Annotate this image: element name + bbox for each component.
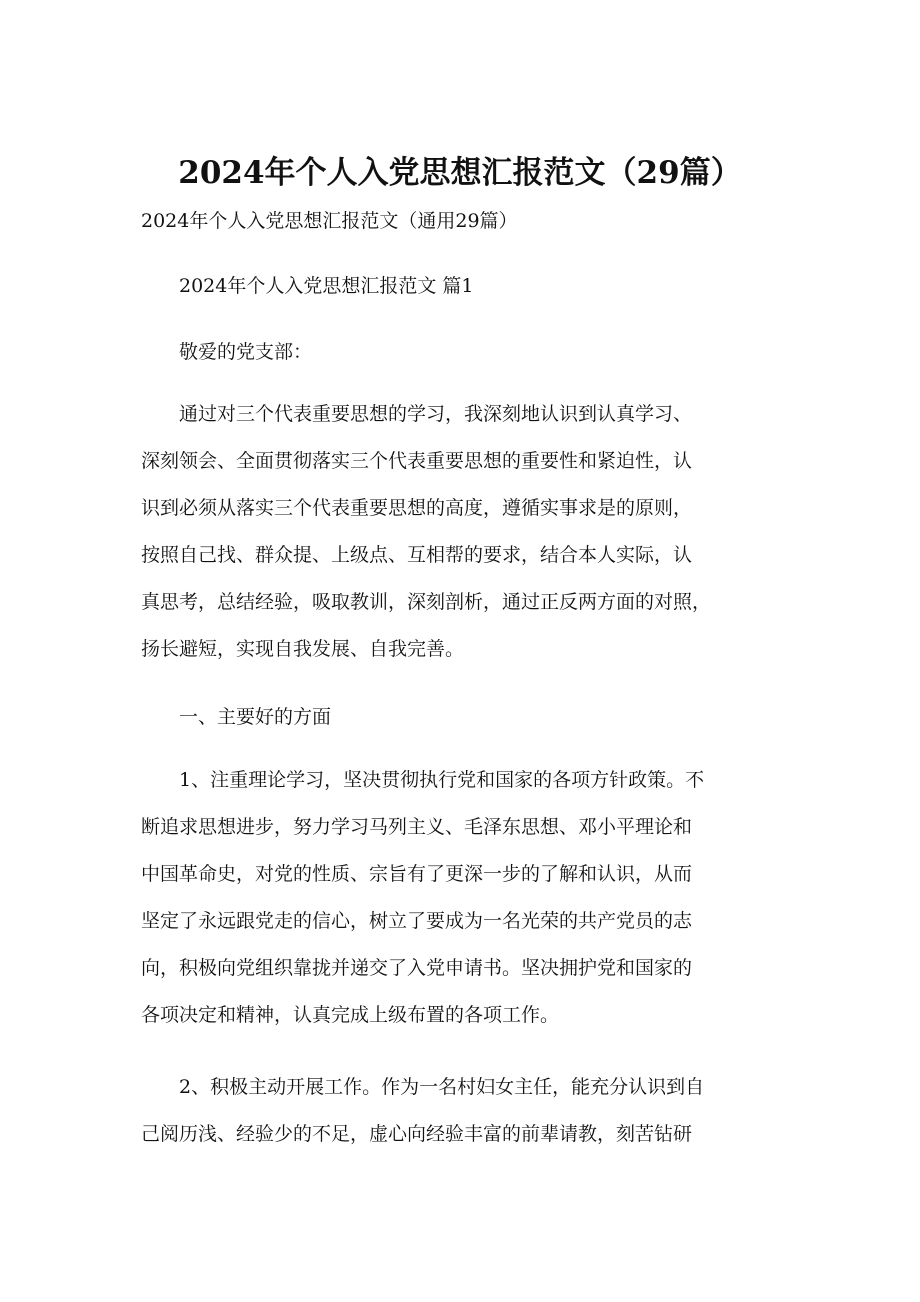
paragraph-line: 按照自己找、群众提、上级点、互相帮的要求，结合本人实际，认 bbox=[141, 544, 693, 566]
paragraph-line: 中国革命史，对党的性质、宗旨有了更深一步的了解和认识，从而 bbox=[141, 863, 693, 885]
paragraph-line: 己阅历浅、经验少的不足，虚心向经验丰富的前辈请教，刻苦钻研 bbox=[141, 1123, 693, 1145]
document-subtitle: 2024年个人入党思想汇报范文（通用29篇） bbox=[141, 210, 518, 232]
section-title: 2024年个人入党思想汇报范文 篇1 bbox=[179, 275, 474, 297]
paragraph-line: 扬长避短，实现自我发展、自我完善。 bbox=[141, 638, 465, 660]
paragraph-3 bbox=[141, 1064, 801, 1158]
paragraph-line: 识到必须从落实三个代表重要思想的高度，遵循实事求是的原则， bbox=[141, 497, 693, 519]
paragraph-2 bbox=[141, 757, 801, 1039]
paragraph-line: 1、注重理论学习，坚决贯彻执行党和国家的各项方针政策。不 bbox=[179, 769, 705, 791]
paragraph-line: 通过对三个代表重要思想的学习，我深刻地认识到认真学习、 bbox=[179, 403, 693, 425]
paragraph-line: 深刻领会、全面贯彻落实三个代表重要思想的重要性和紧迫性，认 bbox=[141, 450, 693, 472]
paragraph-line: 断追求思想进步，努力学习马列主义、毛泽东思想、邓小平理论和 bbox=[141, 816, 693, 838]
heading-main-strengths: 一、主要好的方面 bbox=[179, 706, 332, 728]
paragraph-line: 真思考，总结经验，吸取教训，深刻剖析，通过正反两方面的对照， bbox=[141, 591, 712, 613]
document-title: 2024年个人入党思想汇报范文（29篇） bbox=[178, 155, 742, 191]
paragraph-1 bbox=[141, 391, 801, 673]
paragraph-line: 各项决定和精神，认真完成上级布置的各项工作。 bbox=[141, 1004, 560, 1026]
paragraph-line: 向，积极向党组织靠拢并递交了入党申请书。坚决拥护党和国家的 bbox=[141, 957, 693, 979]
paragraph-line: 2、积极主动开展工作。作为一名村妇女主任，能充分认识到自 bbox=[179, 1076, 705, 1098]
paragraph-line: 坚定了永远跟党走的信心，树立了要成为一名光荣的共产党员的志 bbox=[141, 910, 693, 932]
salutation: 敬爱的党支部： bbox=[179, 341, 313, 363]
